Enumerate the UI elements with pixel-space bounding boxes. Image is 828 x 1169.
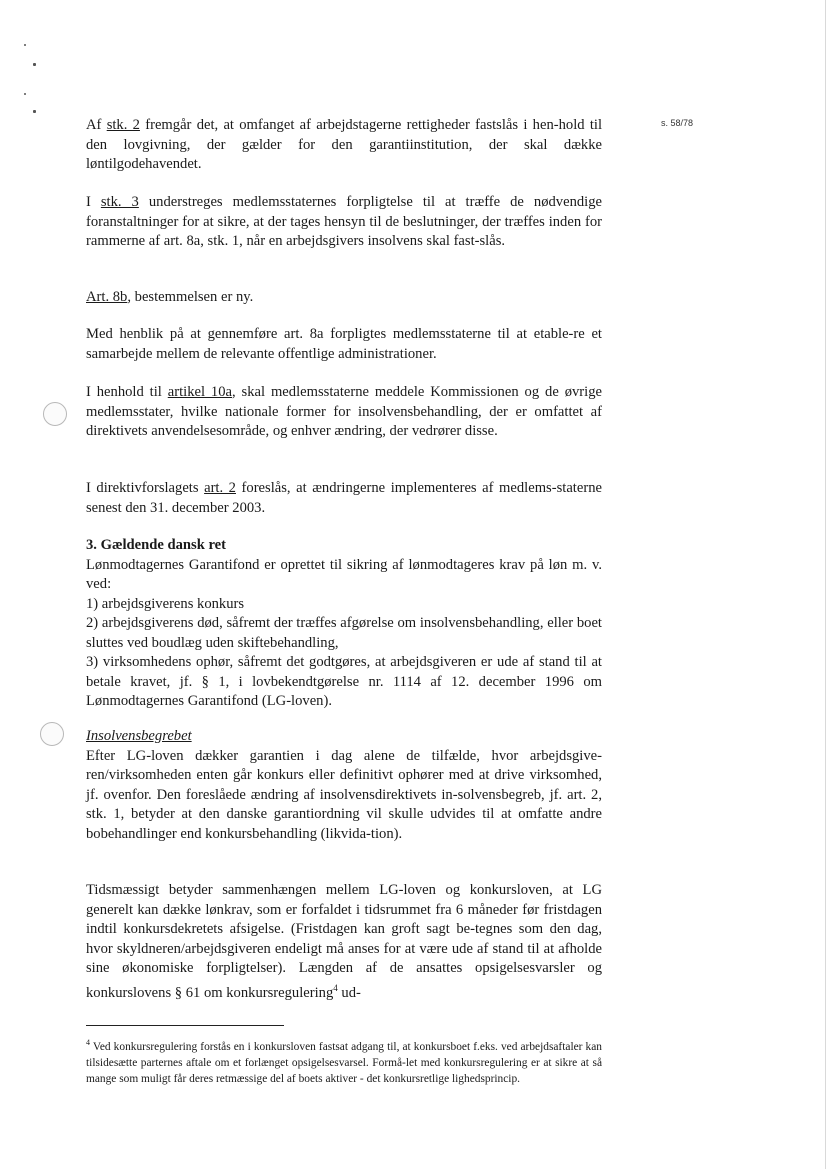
paragraph-stk2: Af stk. 2 fremgår det, at omfanget af arbejdstagerne rettigheder fastslås i hen-hold til den lovgivning, der gælder for den garantiinstitution, der skal dække løntilgodehavendet. <box>86 117 602 172</box>
paragraph-stk3: I stk. 3 understreges medlemsstaternes forpligtelse til at træffe de nødvendige foranstaltninger for at sikre, at der tages hensyn til de beslutninger, der træffes inden for rammerne af art. 8a, stk. 1, når en arbejdsgivers insolvens skal fast-slås. <box>86 194 602 249</box>
section-heading: 3. Gældende dansk ret <box>86 537 227 553</box>
art2-reference: art. 2 <box>204 480 236 496</box>
section-insolvensbegrebet <box>86 727 602 844</box>
scan-speck <box>33 63 36 66</box>
scan-speck <box>24 44 26 46</box>
art8b-reference: Art. 8b <box>86 289 128 305</box>
scan-speck <box>33 110 36 113</box>
section-3 <box>86 536 602 712</box>
stk2-reference: stk. 2 <box>106 117 140 133</box>
punch-hole <box>43 402 67 426</box>
subsection-text: Efter LG-loven dækker garantien i dag alene de tilfælde, hvor arbejdsgive-ren/virksomheden enten går konkurs eller definitivt ophører med at drive virksomhed, jf. ovenfor. Den foreslåede ændring af insolvensdirektivets in-solvensbegreb, jf. art. 2, stk. 1, betyder at den danske garantiordning vil skulle udvides til at omfatte andre bobehandlinger end konkursbehandling (likvida-tion). <box>86 747 602 842</box>
page-edge <box>825 0 826 1169</box>
footnote-separator <box>86 1025 284 1026</box>
section-intro: Lønmodtagernes Garantifond er oprettet til sikring af lønmodtageres krav på løn m. v. ved: <box>86 556 602 592</box>
margin-page-reference: s. 58/78 <box>661 118 694 128</box>
subsection-heading: Insolvensbegrebet <box>86 728 192 744</box>
footnote-marker: 4 <box>333 982 338 993</box>
list-item: 3) virksomhedens ophør, såfremt det godtgøres, at arbejdsgiveren er ude af stand til at betale kravet, jf. § 1, i lovbekendtgørelse nr. 1114 af 12. december 1996 om Lønmodtagernes Garantifond (LG-loven). <box>86 654 602 709</box>
paragraph-art10a: I henhold til artikel 10a, skal medlemsstaterne meddele Kommissionen og de øvrige medlemsstater, hvilke nationale former for insolvensbehandling, der er omfattet af direktivets anvendelsesområde, og enhver ændring, der vedrører disse. <box>86 384 602 439</box>
paragraph-art2: I direktivforslagets art. 2 foreslås, at ændringerne implementeres af medlems-staterne senest den 31. december 2003. <box>86 480 602 516</box>
scan-speck <box>24 93 26 95</box>
paragraph-art8b: Art. 8b, bestemmelsen er ny. <box>86 289 254 305</box>
list-item: 2) arbejdsgiverens død, såfremt der træffes afgørelse om insolvensbehandling, eller boet sluttes ved boudlæg uden skiftebehandling, <box>86 615 602 651</box>
art10a-reference: artikel 10a <box>167 384 232 400</box>
punch-hole <box>40 722 64 746</box>
footnote: $^4$ Ved konkursregulering forstås en i konkursloven fastsat adgang til, at konkursboet f.eks. ved arbejdsaftaler kan tilsidesætte parternes aftale om et forlænget opsigelsesvarsel. Formå-let med konkursregulering er at sikre at så mange som muligt får deres retmæssige del af boets aktiver - det konkursretlige lighedsprincip. <box>86 1038 602 1085</box>
list-item: 1) arbejdsgiverens konkurs <box>86 595 245 612</box>
paragraph-tidsmaessigt: Tidsmæssigt betyder sammenhængen mellem LG-loven og konkursloven, at LG generelt kan dække lønkrav, som er forfaldet i tidsrummet fra 6 måneder før fristdagen indtil konkursdekretets afsigelse. (Fristdagen kan groft sagt be-tegnes som den dag, hvor skyldneren/arbejdsgiveren endeligt må anses for at være ude af stand til at afholde sine økonomiske forpligtelser). Længden af de ansattes opsigelsesvarsler og konkurslovens § 61 om konkursregulering$^4$ ud- <box>86 882 602 1001</box>
footnote-number: 4 <box>86 1038 90 1047</box>
paragraph-art8a: Med henblik på at gennemføre art. 8a forpligtes medlemsstaterne til at etable-re et samarbejde mellem de relevante offentlige administrationer. <box>86 326 602 362</box>
stk3-reference: stk. 3 <box>100 194 139 210</box>
